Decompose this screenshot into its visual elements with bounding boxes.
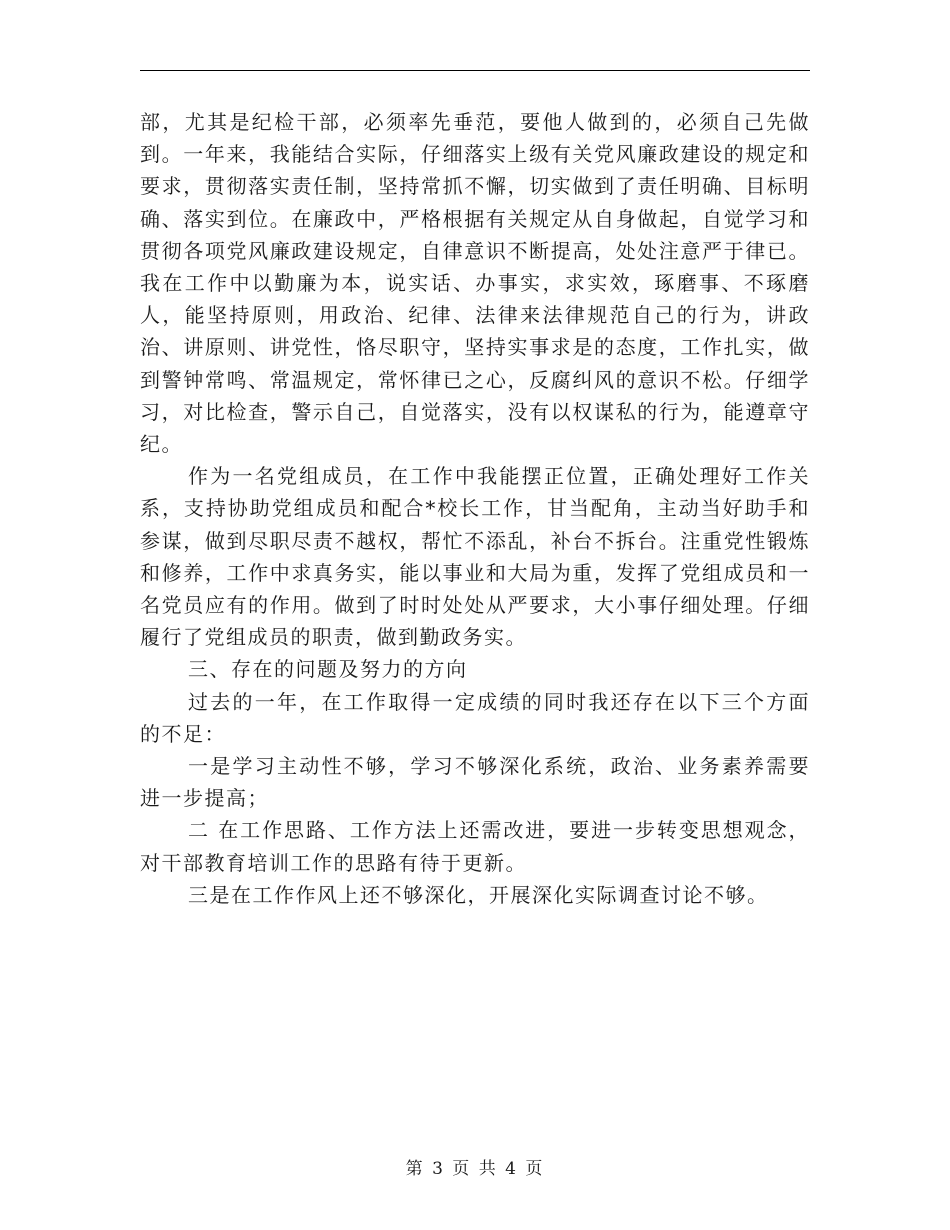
paragraph-4: 一是学习主动性不够，学习不够深化系统，政治、业务素养需要进一步提高； <box>140 754 810 811</box>
paragraph-1: 部，尤其是纪检干部，必须率先垂范，要他人做到的，必须自己先做到。一年来，我能结合实际，仔细落实上级有关党风廉政建设的规定和要求，贯彻落实责任制，坚持常抓不懈，切实做到了责任明确、目标明确、落实到位。在廉政中，严格根据有关规定从自身做起，自觉学习和贯彻各项党风廉政建设规定，自律意识不断提高，处处注意严于律已。我在工作中以勤廉为本，说实话、办事实，求实效，琢磨事、不琢磨人，能坚持原则，用政治、纪律、法律来法律规范自己的行为，讲政治、讲原则、讲党性，恪尽职守，坚持实事求是的态度，工作扎实，做到警钟常鸣、常温规定，常怀律已之心，反腐纠风的意识不松。仔细学习，对比检查，警示自己，自觉落实，没有以权谋私的行为，能遵章守纪。 <box>140 110 810 457</box>
section-heading: 三、存在的问题及努力的方向 <box>188 657 468 682</box>
document-body <box>140 106 810 911</box>
page-number: 第 3 页 共 4 页 <box>405 1159 545 1179</box>
paragraph-5: 二 在工作思路、工作方法上还需改进，要进一步转变思想观念，对干部教育培训工作的思路有待于更新。 <box>140 818 810 875</box>
paragraph-3: 过去的一年，在工作取得一定成绩的同时我还存在以下三个方面的不足： <box>140 689 810 746</box>
header-rule <box>140 70 810 71</box>
paragraph-6: 三是在工作作风上还不够深化，开展深化实际调查讨论不够。 <box>188 882 769 907</box>
paragraph-2: 作为一名党组成员，在工作中我能摆正位置，正确处理好工作关系，支持协助党组成员和配合*校长工作，甘当配角，主动当好助手和参谋，做到尽职尽责不越权，帮忙不添乱，补台不拆台。注重党性锻炼和修养，工作中求真务实，能以事业和大局为重，发挥了党组成员和一名党员应有的作用。做到了时时处处从严要求，大小事仔细处理。仔细履行了党组成员的职责，做到勤政务实。 <box>140 464 810 650</box>
